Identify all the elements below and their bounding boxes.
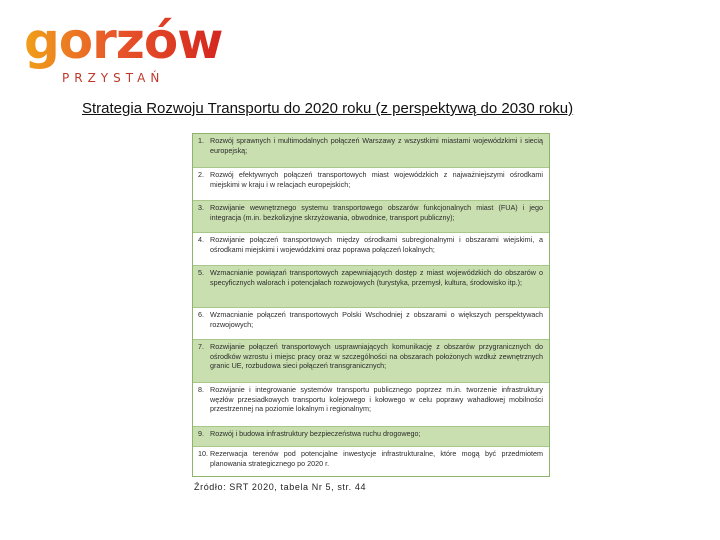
strategy-table xyxy=(192,133,550,477)
row-text: Rozwijanie i integrowanie systemów transportu publicznego poprzez m.in. tworzenie infrastruktury węzłów przesiadkowych transportu kolejowego i kołowego w celu poprawy wahadłowej mobilności przestrzennej na poziomie lokalnym i regionalnym; xyxy=(210,385,543,414)
row-text: Rezerwacja terenów pod potencjalne inwestycje infrastrukturalne, które mogą być przedmiotem planowania strategicznego po 2020 r. xyxy=(210,449,543,468)
row-text: Rozwój sprawnych i multimodalnych połączeń Warszawy z wszystkimi miastami wojewódzkimi i siecią europejską; xyxy=(210,136,543,155)
row-number: 9. xyxy=(198,429,204,438)
row-text: Rozwój efektywnych połączeń transportowych miast wojewódzkich z najważniejszymi ośrodkami miejskimi w kraju i w relacjach europejskich; xyxy=(210,170,543,189)
logo-wordmark: gorzów xyxy=(24,12,223,70)
table-row xyxy=(193,168,549,201)
logo-subtitle: PRZYSTAŃ xyxy=(62,71,165,85)
row-text: Rozwijanie połączeń transportowych usprawniających komunikację z obszarów przygranicznych do ośrodków wzrostu i miejsc pracy oraz w szczególności na obszarach położonych wzdłuż zewnętrznych granic UE, rozbudowa sieci połączeń transgranicznych; xyxy=(210,342,543,371)
gorzow-przystan-logo xyxy=(24,12,234,86)
row-text: Wzmacnianie połączeń transportowych Polski Wschodniej z obszarami o większych perspektywach rozwojowych; xyxy=(210,310,543,329)
row-text: Wzmacnianie powiązań transportowych zapewniających dostęp z miast wojewódzkich do obszarów o specyficznych walorach i potencjałach rozwojowych (turystyka, przemysł, kultura, środowisko itp.); xyxy=(210,268,543,287)
table-row xyxy=(193,233,549,266)
table-row xyxy=(193,266,549,308)
row-number: 4. xyxy=(198,235,204,244)
row-number: 2. xyxy=(198,170,204,179)
row-number: 10. xyxy=(198,449,208,458)
row-number: 7. xyxy=(198,342,204,351)
table-row xyxy=(193,134,549,168)
row-number: 3. xyxy=(198,203,204,212)
table-row xyxy=(193,427,549,447)
slide-title: Strategia Rozwoju Transportu do 2020 roku (z perspektywą do 2030 roku) xyxy=(82,100,574,117)
row-number: 5. xyxy=(198,268,204,277)
row-text: Rozwój i budowa infrastruktury bezpieczeństwa ruchu drogowego; xyxy=(210,429,421,438)
table-row xyxy=(193,447,549,476)
row-number: 6. xyxy=(198,310,204,319)
row-text: Rozwijanie połączeń transportowych między ośrodkami subregionalnymi i obszarami wiejskimi, a ośrodkami miejskimi i wojewódzkimi oraz poprawa połączeń lokalnych; xyxy=(210,235,543,254)
table-row xyxy=(193,201,549,233)
table-row xyxy=(193,340,549,383)
table-row xyxy=(193,308,549,340)
row-number: 1. xyxy=(198,136,204,145)
source-caption: Źródło: SRT 2020, tabela Nr 5, str. 44 xyxy=(194,482,367,492)
table-row xyxy=(193,383,549,427)
row-number: 8. xyxy=(198,385,204,394)
row-text: Rozwijanie wewnętrznego systemu transportowego obszarów funkcjonalnych miast (FUA) i jego integracja (m.in. bezkolizyjne skrzyżowania, obwodnice, transport publiczny); xyxy=(210,203,543,222)
